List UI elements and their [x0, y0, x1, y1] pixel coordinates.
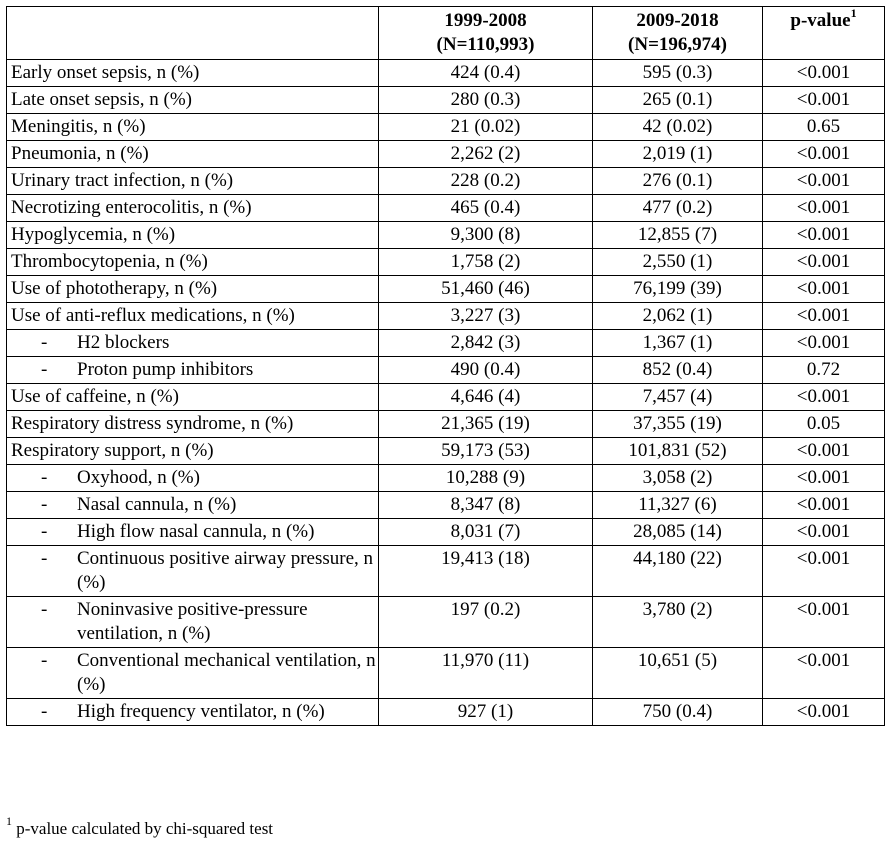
row-label: H2 blockers: [77, 332, 170, 353]
p-value: <0.001: [763, 168, 885, 195]
row-label: Early onset sepsis, n (%): [11, 62, 200, 83]
row-label: Noninvasive positive-pressure ventilation, n (%): [77, 599, 308, 644]
row-label: Respiratory distress syndrome, n (%): [11, 413, 294, 434]
footnote: [6, 814, 274, 840]
table-row: [7, 276, 885, 303]
p-value: <0.001: [763, 597, 885, 648]
value-period-1: 8,347 (8): [379, 492, 593, 519]
value-period-1: 424 (0.4): [379, 60, 593, 87]
table-row: [7, 438, 885, 465]
table-row: [7, 249, 885, 276]
sub-item: [11, 649, 378, 697]
p-value: <0.001: [763, 648, 885, 699]
table-row: [7, 465, 885, 492]
row-label-cell: [7, 195, 379, 222]
row-label-cell: [7, 492, 379, 519]
sub-item: [11, 547, 378, 595]
value-period-2: 11,327 (6): [593, 492, 763, 519]
value-period-1: 51,460 (46): [379, 276, 593, 303]
row-label-cell: [7, 519, 379, 546]
value-period-1: 8,031 (7): [379, 519, 593, 546]
value-period-2: 37,355 (19): [593, 411, 763, 438]
table-row: [7, 195, 885, 222]
value-period-2: 2,019 (1): [593, 141, 763, 168]
table-row: [7, 357, 885, 384]
row-label: Hypoglycemia, n (%): [11, 224, 176, 245]
p-value: 0.65: [763, 114, 885, 141]
value-period-2: 595 (0.3): [593, 60, 763, 87]
value-period-1: 1,758 (2): [379, 249, 593, 276]
row-label-cell: [7, 411, 379, 438]
row-label-cell: [7, 87, 379, 114]
p-value: <0.001: [763, 276, 885, 303]
row-label-cell: [7, 597, 379, 648]
sub-item-dash: -: [41, 494, 48, 515]
row-label: Continuous positive airway pressure, n (%): [77, 548, 374, 593]
sub-item-dash: -: [41, 599, 48, 620]
value-period-1: 197 (0.2): [379, 597, 593, 648]
table-row: [7, 411, 885, 438]
table-row: [7, 141, 885, 168]
table-row: [7, 492, 885, 519]
row-label: Meningitis, n (%): [11, 116, 146, 137]
value-period-1: 9,300 (8): [379, 222, 593, 249]
table-row: [7, 60, 885, 87]
value-period-1: 228 (0.2): [379, 168, 593, 195]
row-label: Use of anti-reflux medications, n (%): [11, 305, 295, 326]
value-period-1: 465 (0.4): [379, 195, 593, 222]
row-label-cell: [7, 384, 379, 411]
row-label-cell: [7, 141, 379, 168]
value-period-2: 265 (0.1): [593, 87, 763, 114]
sub-item-dash: -: [41, 548, 48, 569]
value-period-2: 1,367 (1): [593, 330, 763, 357]
header-row: [7, 7, 885, 60]
table-header: [7, 7, 885, 60]
value-period-1: 21 (0.02): [379, 114, 593, 141]
header-p-value: [763, 7, 885, 60]
table-row: [7, 546, 885, 597]
row-label: Use of caffeine, n (%): [11, 386, 179, 407]
p-value: <0.001: [763, 384, 885, 411]
sub-item-dash: -: [41, 521, 48, 542]
row-label-cell: [7, 168, 379, 195]
header-period-2: [593, 7, 763, 60]
table-row: [7, 519, 885, 546]
table-row: [7, 384, 885, 411]
value-period-1: 59,173 (53): [379, 438, 593, 465]
header-period-2-n: (N=196,974): [628, 34, 727, 55]
table-row: [7, 168, 885, 195]
value-period-1: 10,288 (9): [379, 465, 593, 492]
row-label-cell: [7, 648, 379, 699]
header-p-value-footnote-mark: 1: [850, 5, 857, 20]
p-value: <0.001: [763, 465, 885, 492]
row-label: Conventional mechanical ventilation, n (%): [77, 650, 376, 695]
row-label: Urinary tract infection, n (%): [11, 170, 234, 191]
row-label-cell: [7, 276, 379, 303]
p-value: <0.001: [763, 222, 885, 249]
row-label: Nasal cannula, n (%): [77, 494, 237, 515]
sub-item-dash: -: [41, 359, 48, 380]
value-period-1: 11,970 (11): [379, 648, 593, 699]
table-row: [7, 222, 885, 249]
row-label-cell: [7, 357, 379, 384]
sub-item-dash: -: [41, 650, 48, 671]
row-label: Pneumonia, n (%): [11, 143, 149, 164]
row-label-cell: [7, 699, 379, 726]
sub-item-dash: -: [41, 467, 48, 488]
value-period-1: 2,262 (2): [379, 141, 593, 168]
p-value: <0.001: [763, 249, 885, 276]
table-row: [7, 114, 885, 141]
value-period-1: 2,842 (3): [379, 330, 593, 357]
row-label: Respiratory support, n (%): [11, 440, 214, 461]
sub-item: [11, 493, 378, 517]
header-p-value-label: p-value: [790, 10, 851, 31]
row-label-cell: [7, 114, 379, 141]
p-value: <0.001: [763, 519, 885, 546]
value-period-2: 7,457 (4): [593, 384, 763, 411]
p-value: <0.001: [763, 330, 885, 357]
table-row: [7, 699, 885, 726]
value-period-2: 3,780 (2): [593, 597, 763, 648]
row-label: High frequency ventilator, n (%): [77, 701, 325, 722]
value-period-1: 4,646 (4): [379, 384, 593, 411]
sub-item: [11, 466, 378, 490]
value-period-2: 2,062 (1): [593, 303, 763, 330]
sub-item: [11, 520, 378, 544]
row-label-cell: [7, 303, 379, 330]
p-value: 0.05: [763, 411, 885, 438]
row-label-cell: [7, 222, 379, 249]
sub-item: [11, 331, 378, 355]
outcomes-table: [6, 6, 885, 726]
value-period-2: 852 (0.4): [593, 357, 763, 384]
row-label: High flow nasal cannula, n (%): [77, 521, 315, 542]
table-row: [7, 87, 885, 114]
table-body: [7, 60, 885, 726]
value-period-2: 44,180 (22): [593, 546, 763, 597]
table-row: [7, 303, 885, 330]
value-period-2: 12,855 (7): [593, 222, 763, 249]
value-period-2: 750 (0.4): [593, 699, 763, 726]
row-label-cell: [7, 60, 379, 87]
value-period-2: 477 (0.2): [593, 195, 763, 222]
p-value: <0.001: [763, 141, 885, 168]
p-value: <0.001: [763, 492, 885, 519]
row-label: Use of phototherapy, n (%): [11, 278, 218, 299]
footnote-mark: 1: [6, 814, 12, 829]
sub-item: [11, 358, 378, 382]
value-period-2: 10,651 (5): [593, 648, 763, 699]
value-period-1: 19,413 (18): [379, 546, 593, 597]
row-label: Thrombocytopenia, n (%): [11, 251, 208, 272]
value-period-1: 490 (0.4): [379, 357, 593, 384]
p-value: <0.001: [763, 438, 885, 465]
sub-item-dash: -: [41, 701, 48, 722]
row-label: Proton pump inhibitors: [77, 359, 254, 380]
value-period-2: 76,199 (39): [593, 276, 763, 303]
header-empty-cell: [7, 7, 379, 60]
value-period-2: 2,550 (1): [593, 249, 763, 276]
row-label-cell: [7, 249, 379, 276]
header-period-1-n: (N=110,993): [436, 34, 535, 55]
p-value: <0.001: [763, 699, 885, 726]
row-label-cell: [7, 465, 379, 492]
p-value: 0.72: [763, 357, 885, 384]
value-period-2: 276 (0.1): [593, 168, 763, 195]
value-period-1: 927 (1): [379, 699, 593, 726]
header-period-2-years: 2009-2018: [636, 10, 719, 31]
p-value: <0.001: [763, 87, 885, 114]
header-period-1-years: 1999-2008: [444, 10, 527, 31]
table-row: [7, 597, 885, 648]
footnote-text: p-value calculated by chi-squared test: [12, 819, 274, 838]
value-period-1: 21,365 (19): [379, 411, 593, 438]
row-label: Necrotizing enterocolitis, n (%): [11, 197, 252, 218]
row-label-cell: [7, 438, 379, 465]
value-period-2: 28,085 (14): [593, 519, 763, 546]
header-period-1: [379, 7, 593, 60]
p-value: <0.001: [763, 303, 885, 330]
table-row: [7, 648, 885, 699]
row-label: Oxyhood, n (%): [77, 467, 200, 488]
row-label-cell: [7, 330, 379, 357]
value-period-2: 3,058 (2): [593, 465, 763, 492]
row-label-cell: [7, 546, 379, 597]
value-period-1: 3,227 (3): [379, 303, 593, 330]
table-row: [7, 330, 885, 357]
value-period-1: 280 (0.3): [379, 87, 593, 114]
sub-item-dash: -: [41, 332, 48, 353]
p-value: <0.001: [763, 60, 885, 87]
value-period-2: 42 (0.02): [593, 114, 763, 141]
sub-item: [11, 598, 378, 646]
value-period-2: 101,831 (52): [593, 438, 763, 465]
sub-item: [11, 700, 378, 724]
p-value: <0.001: [763, 195, 885, 222]
row-label: Late onset sepsis, n (%): [11, 89, 192, 110]
p-value: <0.001: [763, 546, 885, 597]
